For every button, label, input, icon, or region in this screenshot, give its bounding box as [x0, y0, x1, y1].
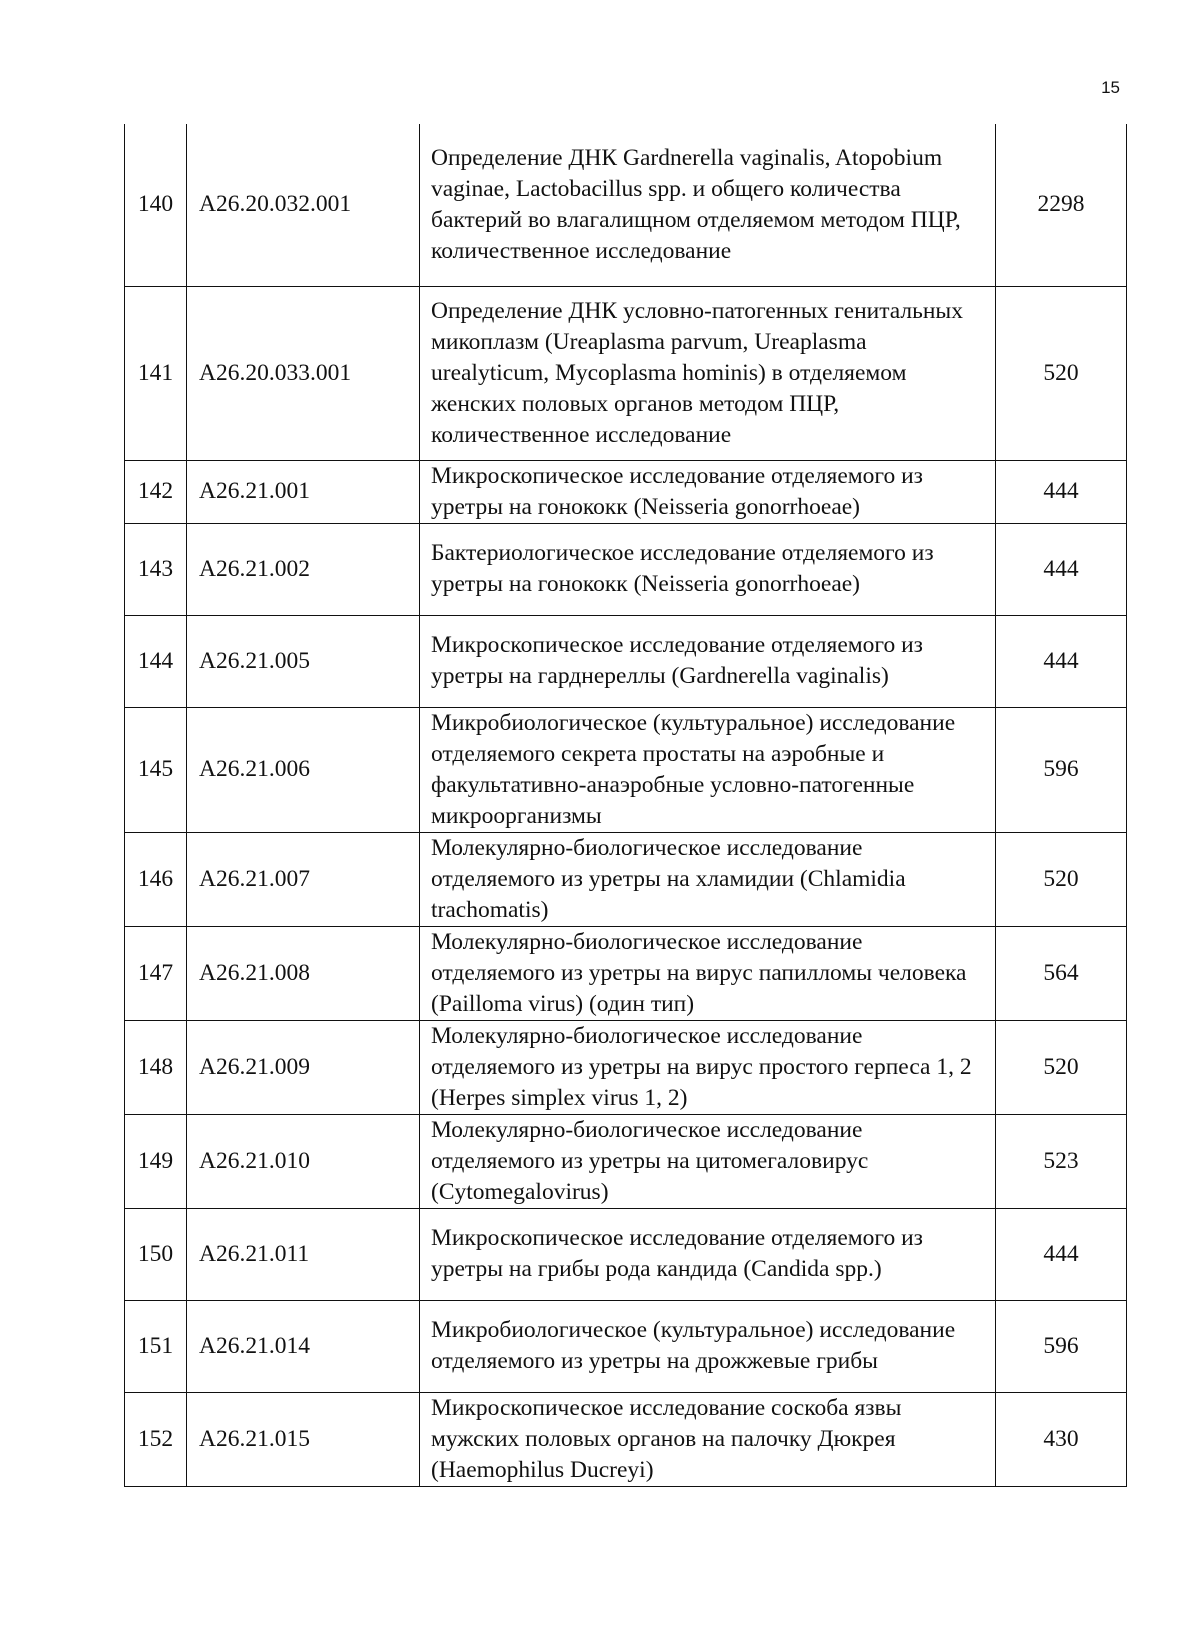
- table-row: [125, 1114, 1127, 1208]
- service-name-cell: Определение ДНК Gardnerella vaginalis, Atopobium vaginae, Lactobacillus spp. и общего количества бактерий во влагалищном отделяемом методом ПЦР, количественное исследование: [420, 124, 996, 286]
- table-row: [125, 286, 1127, 460]
- table-row: [125, 926, 1127, 1020]
- service-code-cell: A26.20.033.001: [187, 286, 420, 460]
- price-cell: 520: [996, 286, 1127, 460]
- price-cell: 444: [996, 1208, 1127, 1300]
- price-cell: 430: [996, 1392, 1127, 1486]
- service-name-cell: Молекулярно-биологическое исследование отделяемого из уретры на цитомегаловирус (Cytomegalovirus): [420, 1114, 996, 1208]
- service-code-cell: A26.21.002: [187, 523, 420, 615]
- service-name-cell: Микроскопическое исследование соскоба язвы мужских половых органов на палочку Дюкрея (Haemophilus Ducreyi): [420, 1392, 996, 1486]
- price-cell: 564: [996, 926, 1127, 1020]
- row-number-cell: 145: [125, 707, 187, 832]
- service-name-cell: Микроскопическое исследование отделяемого из уретры на грибы рода кандида (Candida spp.): [420, 1208, 996, 1300]
- price-cell: 444: [996, 460, 1127, 523]
- service-code-cell: A26.21.001: [187, 460, 420, 523]
- price-cell: 520: [996, 832, 1127, 926]
- row-number-cell: 147: [125, 926, 187, 1020]
- service-code-cell: A26.21.005: [187, 615, 420, 707]
- service-name-cell: Молекулярно-биологическое исследование отделяемого из уретры на хламидии (Chlamidia trachomatis): [420, 832, 996, 926]
- table-row: [125, 1208, 1127, 1300]
- row-number-cell: 148: [125, 1020, 187, 1114]
- service-name-cell: Определение ДНК условно-патогенных генитальных микоплазм (Ureaplasma parvum, Ureaplasma urealyticum, Mycoplasma hominis) в отделяемом женских половых органов методом ПЦР, количественное исследование: [420, 286, 996, 460]
- row-number-cell: 150: [125, 1208, 187, 1300]
- table-row: [125, 1020, 1127, 1114]
- service-name-cell: Микроскопическое исследование отделяемого из уретры на гонококк (Neisseria gonorrhoeae): [420, 460, 996, 523]
- row-number-cell: 146: [125, 832, 187, 926]
- row-number-cell: 149: [125, 1114, 187, 1208]
- price-cell: 523: [996, 1114, 1127, 1208]
- service-code-cell: A26.20.032.001: [187, 124, 420, 286]
- service-name-cell: Микробиологическое (культуральное) исследование отделяемого секрета простаты на аэробные и факультативно-анаэробные условно-патогенные микроорганизмы: [420, 707, 996, 832]
- price-cell: 520: [996, 1020, 1127, 1114]
- service-name-cell: Микробиологическое (культуральное) исследование отделяемого из уретры на дрожжевые грибы: [420, 1300, 996, 1392]
- price-cell: 2298: [996, 124, 1127, 286]
- page-number: 15: [1101, 78, 1120, 97]
- table-row: [125, 460, 1127, 523]
- price-cell: 444: [996, 523, 1127, 615]
- row-number-cell: 151: [125, 1300, 187, 1392]
- row-number-cell: 142: [125, 460, 187, 523]
- table-row: [125, 1392, 1127, 1486]
- service-code-cell: A26.21.010: [187, 1114, 420, 1208]
- service-code-cell: A26.21.006: [187, 707, 420, 832]
- table-row: [125, 707, 1127, 832]
- row-number-cell: 141: [125, 286, 187, 460]
- service-name-cell: Молекулярно-биологическое исследование отделяемого из уретры на вирус простого герпеса 1, 2 (Herpes simplex virus 1, 2): [420, 1020, 996, 1114]
- table-row: [125, 124, 1127, 286]
- service-name-cell: Микроскопическое исследование отделяемого из уретры на гарднереллы (Gardnerella vaginalis): [420, 615, 996, 707]
- row-number-cell: 143: [125, 523, 187, 615]
- service-code-cell: A26.21.014: [187, 1300, 420, 1392]
- table-row: [125, 1300, 1127, 1392]
- service-name-cell: Бактериологическое исследование отделяемого из уретры на гонококк (Neisseria gonorrhoeae): [420, 523, 996, 615]
- row-number-cell: 140: [125, 124, 187, 286]
- price-cell: 596: [996, 1300, 1127, 1392]
- service-code-cell: A26.21.011: [187, 1208, 420, 1300]
- row-number-cell: 144: [125, 615, 187, 707]
- price-cell: 444: [996, 615, 1127, 707]
- price-cell: 596: [996, 707, 1127, 832]
- table-body: [125, 124, 1127, 1486]
- table-row: [125, 832, 1127, 926]
- table-row: [125, 615, 1127, 707]
- service-code-cell: A26.21.015: [187, 1392, 420, 1486]
- service-code-cell: A26.21.009: [187, 1020, 420, 1114]
- service-code-cell: A26.21.008: [187, 926, 420, 1020]
- table-row: [125, 523, 1127, 615]
- services-price-table: [124, 124, 1127, 1487]
- row-number-cell: 152: [125, 1392, 187, 1486]
- service-name-cell: Молекулярно-биологическое исследование отделяемого из уретры на вирус папилломы человека (Pailloma virus) (один тип): [420, 926, 996, 1020]
- service-code-cell: A26.21.007: [187, 832, 420, 926]
